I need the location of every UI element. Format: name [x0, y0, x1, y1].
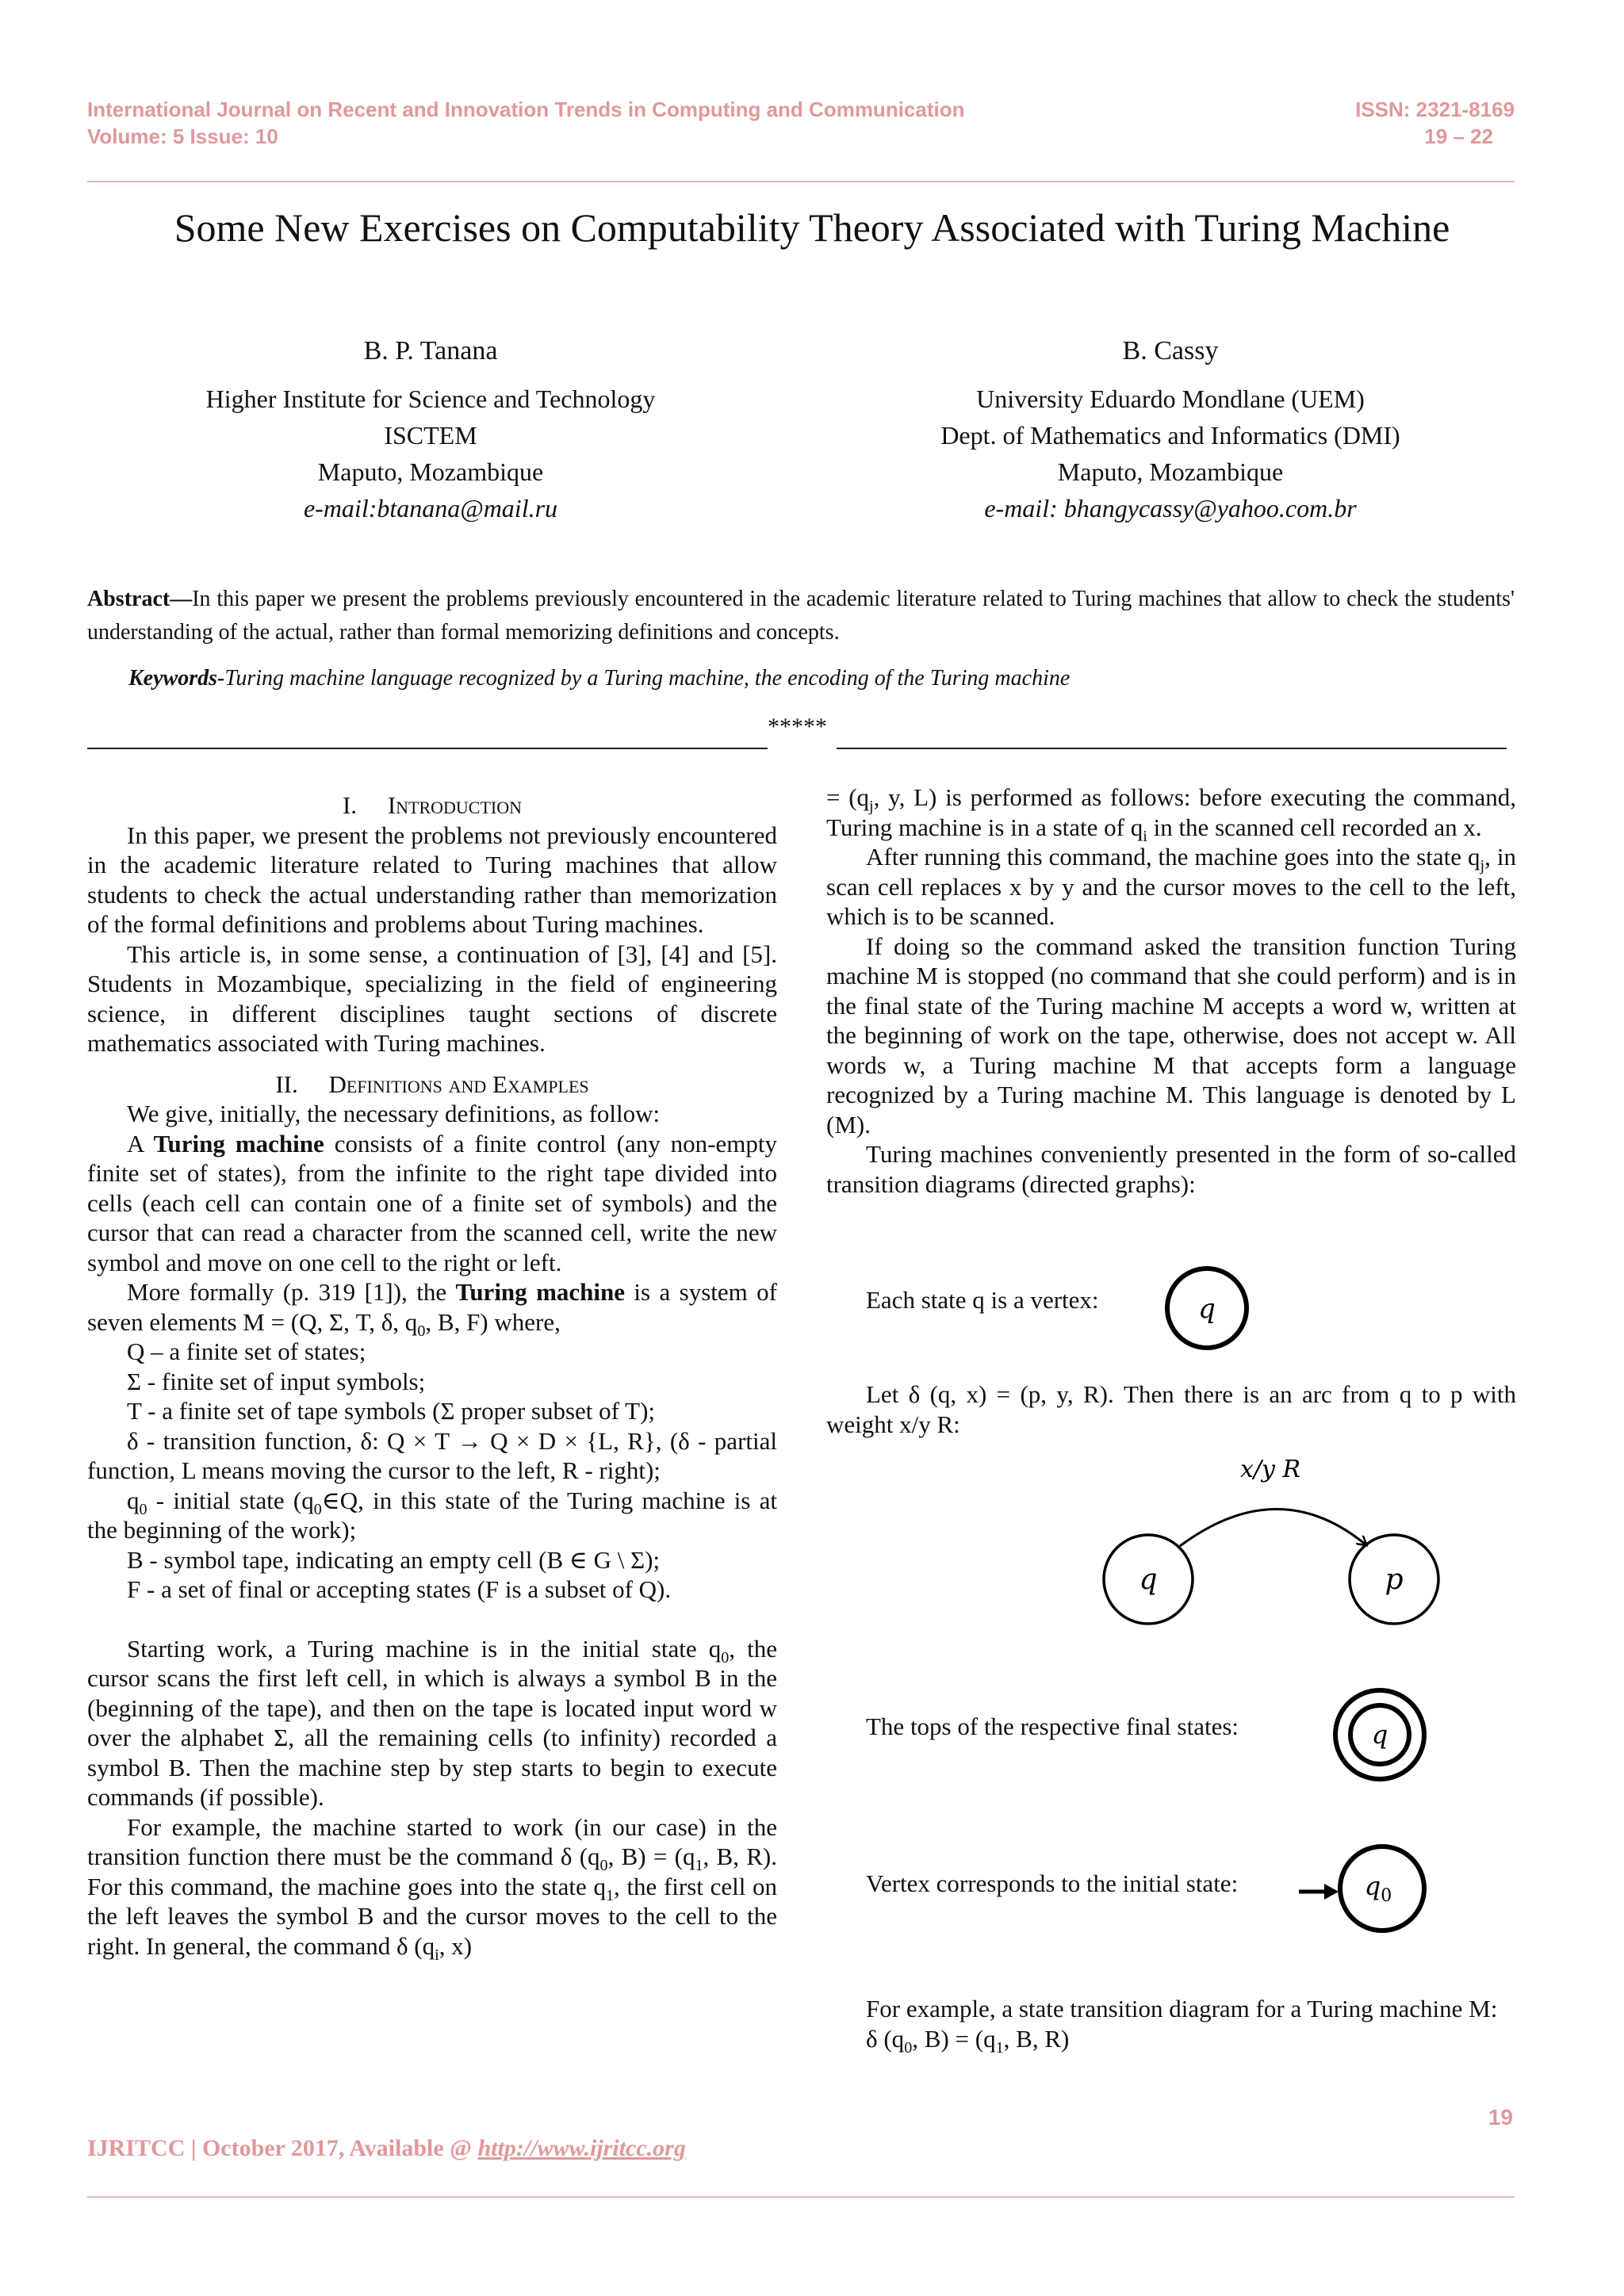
definition-item: F - a set of final or accepting states (F is a subset of Q). — [127, 1575, 672, 1603]
footer-link[interactable]: http://www.ijritcc.org — [477, 2135, 686, 2161]
definition-item: $q_0$ - initial state ($q_0\in Q$, in this state of the Turing machine is at the beginning of the work); — [87, 1486, 777, 1544]
abstract-text: In this paper we present the problems previously encountered in the academic literature related to Turing machines that allow to check the students' understanding of the actual, rather than formal memorizing definitions and concepts. — [87, 587, 1515, 645]
paragraph: Starting work, a Turing machine is in the initial state $q_0$, the cursor scans the first left cell, in which is always a symbol B in the (beginning of the tape), and then on the tape is located input word w over the alphabet Σ, all the remaining cells (to infinity) recorded a symbol B. Then the machine step by step starts to begin to execute commands (if possible). — [87, 1634, 777, 1811]
paragraph: We give, initially, the necessary definitions, as follow: — [127, 1100, 661, 1127]
separator-rule-left — [87, 748, 768, 749]
author-email: e-mail:btanana@mail.ru — [303, 494, 558, 522]
right-column-arc-text — [826, 1380, 1516, 1439]
arc-figure — [1094, 1451, 1459, 1633]
paragraph: For example, the machine started to work (in our case) in the transition function there must be the command δ ($q_0$, $B) = (q_1$, B, R). For this command, the machine goes into the state $q_1$, the first cell on the left leaves the symbol B and the cursor moves to the cell to the right. In general, the command δ ($q_i$, x) — [87, 1812, 777, 1964]
definition-item: T - a finite set of tape symbols (Σ proper subset of T); — [127, 1397, 656, 1425]
author-affiliation: Dept. of Mathematics and Informatics (DMI) — [940, 421, 1400, 450]
author-email: e-mail: bhangycassy@yahoo.com.br — [984, 494, 1357, 522]
transition-arrow — [1180, 1509, 1365, 1546]
paragraph: For example, a state transition diagram for a Turing machine M: — [866, 1995, 1498, 2022]
paragraph: This article is, in some sense, a continuation of [3], [4] and [5]. Students in Mozambique, specializing in the field of engineering science, in different disciplines taught sections of discrete mathematics associated with Turing machines. — [87, 939, 777, 1057]
paragraph: = ($q_j$, y, L) is performed as follows: before executing the command, Turing machine is in a state of $q_i$ in the scanned cell recorded an x. — [826, 783, 1516, 845]
definition-item: Q – a finite set of states; — [127, 1337, 366, 1365]
journal-issn: ISSN: 2321-8169 — [1355, 98, 1515, 121]
journal-name: International Journal on Recent and Innovation Trends in Computing and Communication — [87, 98, 965, 121]
paragraph: If doing so the command asked the transition function Turing machine M is stopped (no command that she could perform) and is in the final state of the Turing machine M accepts a word w, written at the beginning of work on the tape, otherwise, does not accept w. All words w, a Turing machine M that accepts form a language recognized by a Turing machine M. This language is denoted by L (M). — [826, 932, 1516, 1138]
abstract-dash: — — [170, 587, 193, 611]
journal-pages: 19 – 22 — [1424, 124, 1493, 148]
caption-vertex: Each state q is a vertex: — [866, 1286, 1099, 1314]
paragraph: Let δ (q, x) = (p, y, R). Then there is an arc from q to p with weight x/y R: — [826, 1380, 1516, 1438]
footer — [87, 2135, 686, 2162]
abstract-label: Abstract — [87, 587, 170, 611]
author-block-2 — [869, 333, 1472, 526]
state-vertex-figure — [1159, 1261, 1254, 1356]
section-heading-introduction: I. Introduction — [342, 791, 523, 819]
keywords — [128, 666, 1070, 691]
paper-title: Some New Exercises on Computability Theory Associated with Turing Machine — [174, 205, 1450, 250]
paragraph: Turing machines conveniently presented in the form of so-called transition diagrams (directed graphs): — [826, 1140, 1516, 1198]
author-location: Maputo, Mozambique — [1057, 457, 1284, 486]
separator-rule-right — [837, 748, 1507, 749]
header-rule — [87, 181, 1515, 182]
initial-state-label: $q_0$ — [1364, 1871, 1392, 1906]
arc-label: x/y R — [1239, 1456, 1301, 1483]
final-state-label: q — [1371, 1720, 1388, 1750]
author-location: Maputo, Mozambique — [317, 457, 544, 486]
footer-text: IJRITCC | October 2017, Available @ — [87, 2135, 478, 2161]
paragraph: In this paper, we present the problems not previously encountered in the academic literature related to Turing machines that allow students to check the actual understanding rather than memorization of the formal definitions and problems about Turing machines. — [87, 821, 777, 938]
right-column-top — [826, 783, 1516, 1199]
paragraph: After running this command, the machine goes into the state $q_j$, in scan cell replaces x by y and the cursor moves to the cell to the left, which is to be scanned. — [826, 843, 1516, 930]
separator-stars: ***** — [768, 714, 827, 740]
definition-item: δ - transition function, δ: Q × T → Q × D × {L, R}, (δ - partial function, L means moving the cursor to the left, R - right); — [87, 1426, 777, 1484]
paragraph: More formally (p. 319 [1]), the Turing machine is a system of seven elements M = (Q, Σ, T, δ, $q_0$, B, F) where, — [87, 1278, 778, 1340]
paragraph: A Turing machine consists of a finite control (any non-empty finite set of states), from the infinite to the right tape divided into cells (each cell can contain one of a finite set of symbols) and the cursor that can read a character from the scanned cell, write the new symbol and move on one cell to the right or left. — [87, 1129, 777, 1276]
author-block-1 — [129, 333, 732, 526]
caption-final-state: The tops of the respective final states: — [866, 1712, 1239, 1740]
state-label-p: p — [1385, 1563, 1404, 1596]
final-state-figure — [1328, 1686, 1431, 1789]
author-affiliation: Higher Institute for Science and Technology — [205, 385, 656, 413]
journal-volume: Volume: 5 Issue: 10 — [87, 124, 278, 148]
page-number: 19 — [1488, 2105, 1513, 2130]
author-affiliation: ISCTEM — [384, 421, 477, 450]
keywords-label: Keywords- — [128, 666, 225, 691]
abstract — [87, 583, 1515, 649]
right-column-bottom — [826, 1994, 1516, 2057]
author-affiliation: University Eduardo Mondlane (UEM) — [976, 385, 1365, 413]
initial-state-figure — [1293, 1839, 1435, 1942]
author-name: B. Cassy — [1122, 336, 1219, 365]
caption-initial-state: Vertex corresponds to the initial state: — [866, 1869, 1239, 1897]
definition-item: B - symbol tape, indicating an empty cell (B ∈ G \ Σ); — [127, 1545, 661, 1574]
footer-rule — [87, 2196, 1515, 2198]
formula: δ ($q_0$, $B) = (q_1$, B, R) — [866, 2024, 1070, 2057]
author-name: B. P. Tanana — [363, 336, 498, 365]
definition-item: Σ - finite set of input symbols; — [127, 1367, 426, 1395]
keywords-text: Turing machine language recognized by a Turing machine, the encoding of the Turing machine — [224, 666, 1071, 691]
state-label-q: q — [1139, 1563, 1158, 1596]
left-column — [87, 790, 778, 1964]
section-heading-definitions: II. Definitions and Examples — [275, 1070, 589, 1098]
state-label: q — [1198, 1293, 1216, 1325]
